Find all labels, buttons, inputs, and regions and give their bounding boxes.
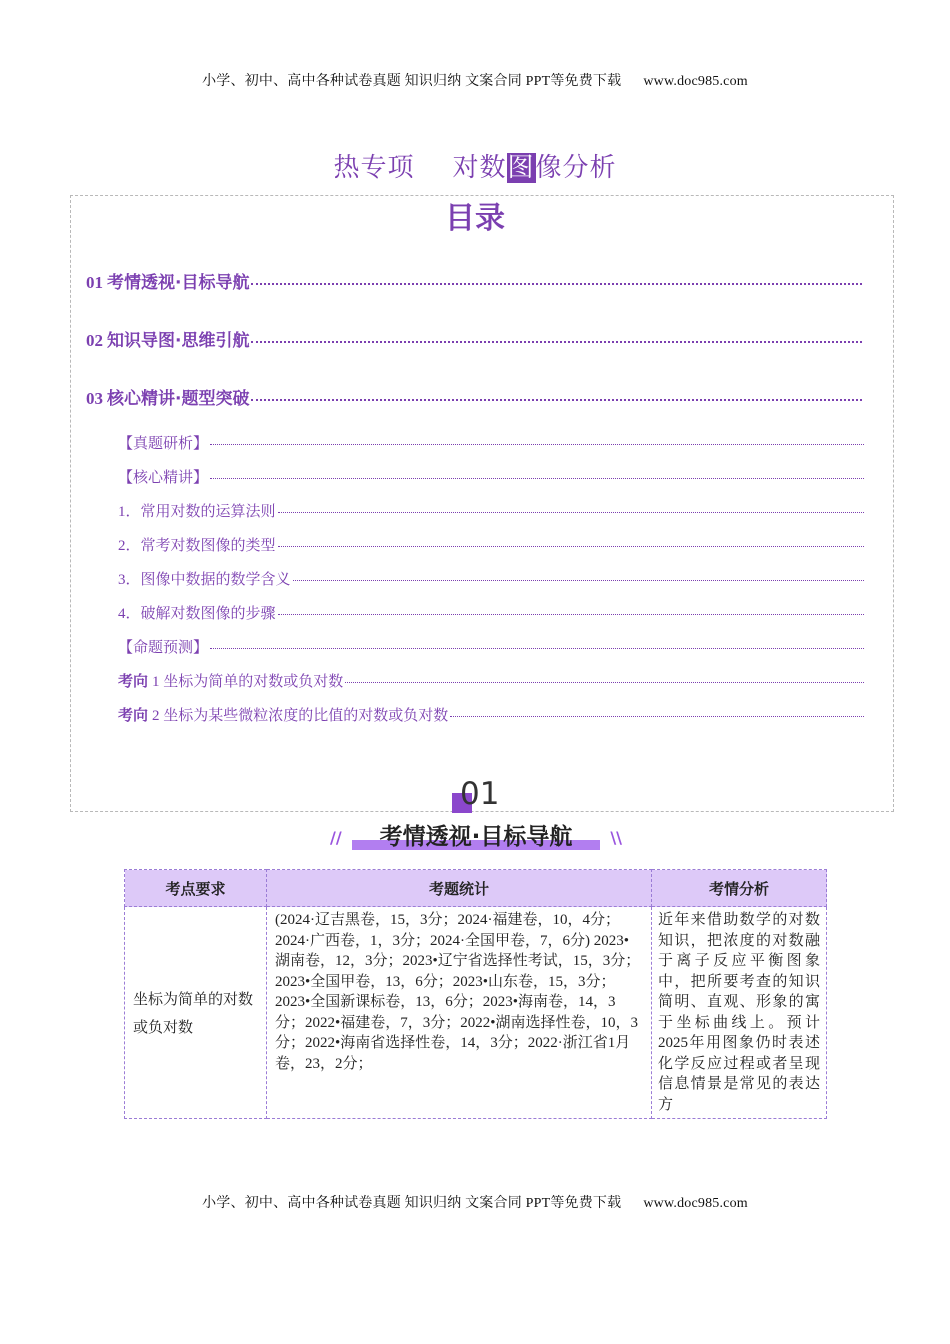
toc-sub-2[interactable] xyxy=(118,534,864,555)
slash-decoration-right: \\ xyxy=(610,828,622,847)
slash-decoration-left: // xyxy=(330,828,342,847)
toc-sub-label: 2．常考对数图像的类型 xyxy=(118,538,276,554)
toc-sub-kaoxiang-1[interactable] xyxy=(118,670,864,691)
toc-sub-mingti[interactable] xyxy=(118,636,864,657)
title-prefix: 热专项 xyxy=(333,153,415,183)
toc-sub-1[interactable] xyxy=(118,500,864,521)
toc-sub-label: 【核心精讲】 xyxy=(118,468,209,486)
footer-site[interactable]: www.doc985.com xyxy=(643,1196,748,1211)
toc-item-label: 知识导图·思维引航 xyxy=(107,331,250,351)
toc-sub-kaoxiang-2[interactable] xyxy=(118,704,864,725)
toc-sub-zhenti[interactable] xyxy=(118,432,864,453)
toc-item-01[interactable] xyxy=(86,268,862,293)
leader-dots xyxy=(278,614,864,615)
section-title-banner xyxy=(330,818,622,854)
column-header: 考情分析 xyxy=(652,870,827,907)
leader-dots xyxy=(278,512,864,513)
document-title xyxy=(0,147,950,184)
column-header: 考点要求 xyxy=(125,870,267,907)
toc-sub-label: 【命题预测】 xyxy=(118,638,209,656)
toc-item-number: 01 xyxy=(86,273,103,292)
leader-dots xyxy=(278,546,864,547)
kaoxiang-tag: 考向 xyxy=(118,706,149,724)
toc-sub-3[interactable] xyxy=(118,568,864,589)
toc-item-label: 核心精讲·题型突破 xyxy=(107,389,250,409)
exam-analysis-table xyxy=(124,869,827,1119)
leader-dots xyxy=(450,716,864,717)
page-header xyxy=(0,70,950,90)
table-row xyxy=(125,907,827,1119)
leader-dots xyxy=(251,399,862,401)
column-header: 考题统计 xyxy=(267,870,652,907)
kaoxiang-tag: 考向 xyxy=(118,672,149,690)
page-footer xyxy=(0,1192,950,1212)
requirement-cell: 坐标为简单的对数或负对数 xyxy=(125,907,267,1119)
leader-dots xyxy=(210,478,864,479)
title-part1: 对数 xyxy=(452,153,507,183)
toc-sub-label: 1．常用对数的运算法则 xyxy=(118,504,276,520)
toc-heading: 目录 xyxy=(445,201,505,236)
toc-sub-label: 【真题研析】 xyxy=(118,434,209,452)
title-part2: 像分析 xyxy=(535,153,617,183)
analysis-cell: 近年来借助数学的对数知识，把浓度的对数融于离子反应平衡图象中，把所要考查的知识简明、直观、形象的寓于坐标曲线上。预计2025年用图象仍时表述化学反应过程或者呈现信息情景是常见的表达方 xyxy=(652,907,827,1119)
toc-sub-hexin[interactable] xyxy=(118,466,864,487)
toc-item-03[interactable] xyxy=(86,384,862,409)
toc-item-02[interactable] xyxy=(86,326,862,351)
leader-dots xyxy=(251,283,862,285)
toc-sub-4[interactable] xyxy=(118,602,864,623)
header-text: 小学、初中、高中各种试卷真题 知识归纳 文案合同 PPT等免费下载 xyxy=(202,74,622,89)
leader-dots xyxy=(210,444,864,445)
footer-text: 小学、初中、高中各种试卷真题 知识归纳 文案合同 PPT等免费下载 xyxy=(202,1196,622,1211)
title-highlight: 图 xyxy=(507,153,535,183)
section-number-badge xyxy=(452,776,512,816)
toc-item-label: 考情透视·目标导航 xyxy=(107,273,250,293)
section-number: 01 xyxy=(460,776,500,812)
header-site[interactable]: www.doc985.com xyxy=(643,74,748,89)
toc-sub-label: 1 坐标为简单的对数或负对数 xyxy=(152,674,344,690)
toc-sub-label: 2 坐标为某些微粒浓度的比值的对数或负对数 xyxy=(152,708,449,724)
toc-item-number: 02 xyxy=(86,331,103,350)
leader-dots xyxy=(210,648,864,649)
toc-item-number: 03 xyxy=(86,389,103,408)
section-title: 考情透视·目标导航 xyxy=(379,824,573,850)
toc-sub-label: 3．图像中数据的数学含义 xyxy=(118,572,291,588)
leader-dots xyxy=(251,341,862,343)
leader-dots xyxy=(345,682,864,683)
statistics-cell: (2024·辽吉黑卷，15，3分；2024·福建卷，10，4分；2024·广西卷，1，3分；2024·全国甲卷，7，6分) 2023•湖南卷，12，3分；2023•辽宁省选择性考试，15，3分；2023•全国甲卷，13，6分；2023•山东卷，15，3分；2023•全国新课标卷，13，6分；2023•海南卷，14，3分；2022•福建卷，7，3分；2022•湖南选择性卷，10，3分；2022•海南省选择性卷，14，3分；2022·浙江省1月卷，23，2分； xyxy=(267,907,652,1119)
toc-sub-label: 4．破解对数图像的步骤 xyxy=(118,606,276,622)
leader-dots xyxy=(293,580,864,581)
table-header-row xyxy=(125,870,827,907)
